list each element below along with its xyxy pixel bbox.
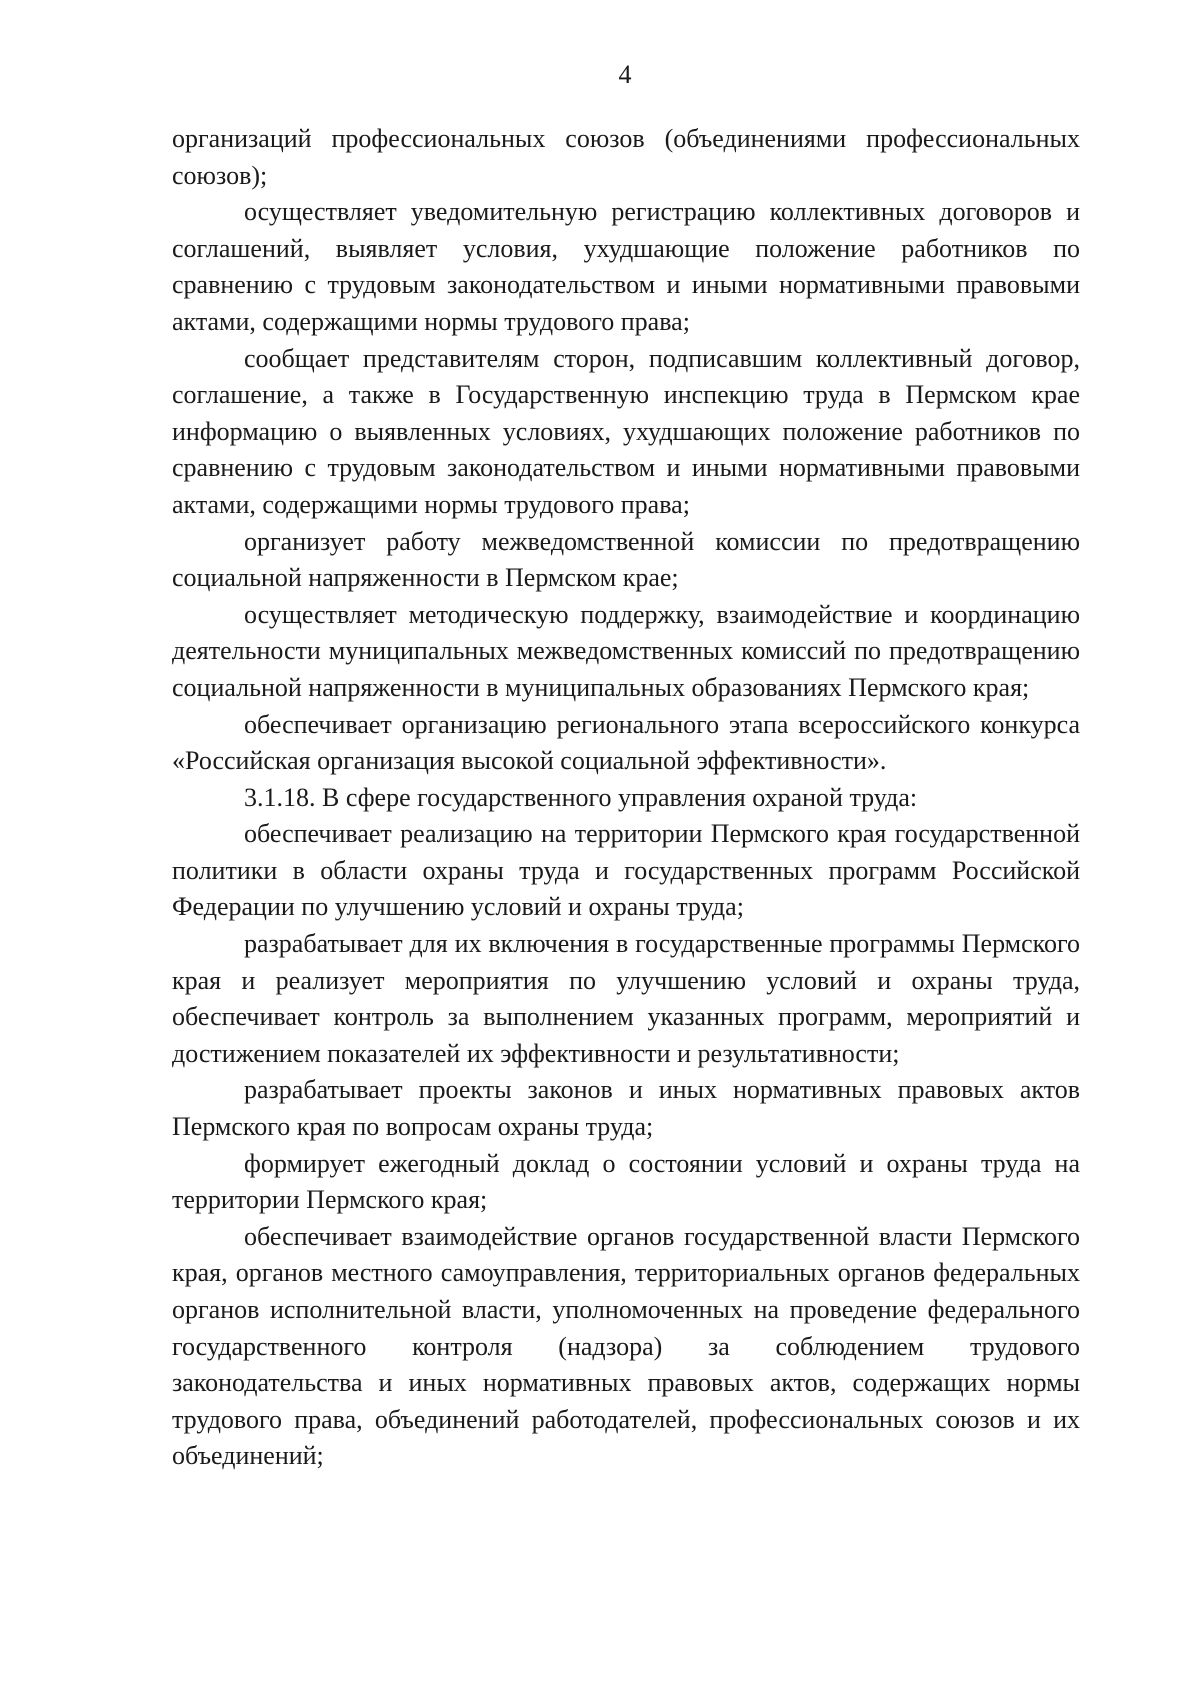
paragraph: обеспечивает реализацию на территории Пермского края государственной политики в области охраны труда и государственных программ Российской Федерации по улучшению условий и охраны труда; (172, 819, 1080, 922)
page-number: 4 (618, 60, 632, 89)
paragraph: сообщает представителям сторон, подписавшим коллективный договор, соглашение, а также в Государственную инспекцию труда в Пермском крае информацию о выявленных условиях, ухудшающих положение работников по сравнению с трудовым законодательством и иными нормативными правовыми актами, содержащими нормы трудового права; (172, 343, 1080, 519)
section-heading: 3.1.18. В сфере государственного управления охраной труда: (244, 782, 918, 812)
paragraph: осуществляет методическую поддержку, взаимодействие и координацию деятельности муниципальных межведомственных комиссий по предотвращению социальной напряженности в муниципальных образованиях Пермского края; (172, 599, 1080, 702)
paragraph: обеспечивает взаимодействие органов государственной власти Пермского края, органов местного самоуправления, территориальных органов федеральных органов исполнительной власти, уполномоченных на проведение федерального государственного контроля (надзора) за соблюдением трудового законодательства и иных нормативных правовых актов, содержащих нормы трудового права, объединений работодателей, профессиональных союзов и их объединений; (172, 1221, 1080, 1471)
paragraph: обеспечивает организацию регионального этапа всероссийского конкурса «Российская организация высокой социальной эффективности». (172, 709, 1080, 776)
document-body (172, 121, 1080, 1475)
paragraph: разрабатывает для их включения в государственные программы Пермского края и реализует мероприятия по улучшению условий и охраны труда, обеспечивает контроль за выполнением указанных программ, мероприятий и достижением показателей их эффективности и результативности; (172, 929, 1080, 1068)
paragraph: организует работу межведомственной комиссии по предотвращению социальной напряженности в Пермском крае; (172, 526, 1080, 593)
paragraph: формирует ежегодный доклад о состоянии условий и охраны труда на территории Пермского края; (172, 1148, 1080, 1215)
paragraph: осуществляет уведомительную регистрацию коллективных договоров и соглашений, выявляет условия, ухудшающие положение работников по сравнению с трудовым законодательством и иными нормативными правовыми актами, содержащими нормы трудового права; (172, 197, 1080, 336)
paragraph: организаций профессиональных союзов (объединениями профессиональных союзов); (172, 124, 1080, 190)
paragraph: разрабатывает проекты законов и иных нормативных правовых актов Пермского края по вопросам охраны труда; (172, 1075, 1080, 1142)
